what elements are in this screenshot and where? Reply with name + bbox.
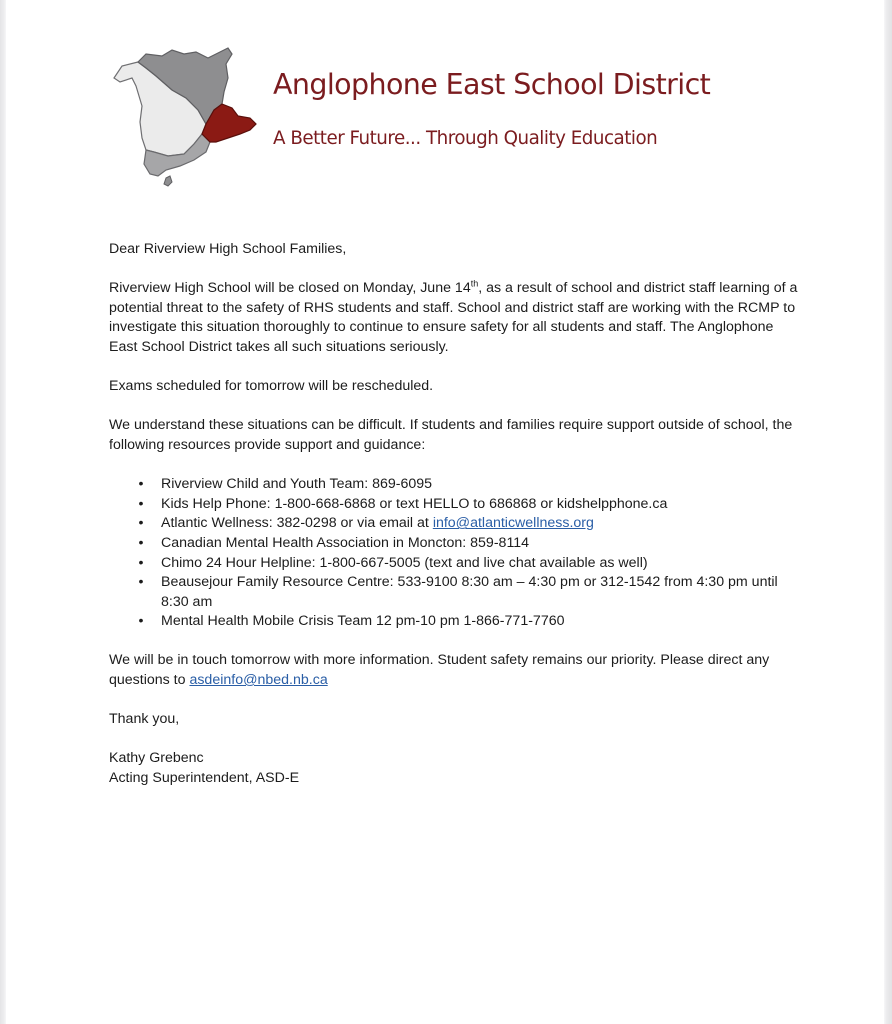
date-ordinal-suffix: th: [470, 278, 479, 289]
resource-item: [109, 612, 799, 632]
closing: Thank you,: [109, 711, 180, 728]
resource-text: Mental Health Mobile Crisis Team 12 pm-10 pm 1-866-771-7760: [161, 613, 565, 630]
signature-title: Acting Superintendent, ASD-E: [109, 770, 300, 787]
resource-text: Kids Help Phone: 1-800-668-6868 or text HELLO to 686868 or kidshelpphone.ca: [161, 495, 668, 512]
closure-text-end: , as a result of school and district staff learning of a potential threat to the safety of RHS students and staff. School and district staff are working with the RCMP to investigate this situation thoroughly to continue to ensure safety for all students and staff. The Anglophone East School District takes all such situations seriously.: [109, 280, 798, 355]
paragraph-exams: Exams scheduled for tomorrow will be rescheduled.: [109, 378, 434, 395]
paragraph-closure-notice: [109, 279, 799, 357]
closure-text-start: Riverview High School will be closed on Monday, June 14: [109, 280, 471, 297]
bullet-icon: •: [138, 476, 144, 493]
resource-item: [109, 554, 799, 574]
resource-item: [109, 475, 799, 495]
page-border-right: [884, 0, 892, 1024]
resource-text: Chimo 24 Hour Helpline: 1-800-667-5005 (text and live chat available as well): [161, 554, 648, 571]
letter-body: [109, 240, 799, 789]
follow-up-text: We will be in touch tomorrow with more information. Student safety remains our priority. Please direct any questions to: [109, 652, 770, 689]
bullet-icon: •: [138, 495, 144, 512]
resource-text: Atlantic Wellness: 382-0298 or via email at: [161, 515, 433, 532]
resource-text: Beausejour Family Resource Centre: 533-9100 8:30 am – 4:30 pm or 312-1542 from 4:30 pm until 8:30 am: [161, 574, 778, 610]
signature-name: Kathy Grebenc: [109, 750, 204, 767]
page-border-left: [0, 0, 6, 1024]
paragraph-follow-up: [109, 651, 799, 690]
paragraph-support-intro: We understand these situations can be difficult. If students and families require support outside of school, the following resources provide support and guidance:: [109, 417, 793, 453]
resource-item: [109, 534, 799, 554]
asde-info-email-link[interactable]: asdeinfo@nbed.nb.ca: [189, 672, 328, 689]
resource-item: [109, 495, 799, 515]
bullet-icon: •: [138, 515, 144, 532]
resource-text: Riverview Child and Youth Team: 869-6095: [161, 476, 433, 493]
resource-text: Canadian Mental Health Association in Moncton: 859-8114: [161, 534, 530, 551]
resources-list: [109, 475, 799, 632]
salutation: Dear Riverview High School Families,: [109, 241, 347, 257]
bullet-icon: •: [138, 534, 144, 551]
resource-item: [109, 573, 799, 612]
letterhead: [110, 46, 770, 191]
org-name: Anglophone East School District: [273, 68, 711, 101]
new-brunswick-map-logo: [110, 46, 260, 188]
bullet-icon: •: [138, 554, 144, 571]
atlantic-wellness-email-link[interactable]: info@atlanticwellness.org: [432, 515, 594, 532]
bullet-icon: •: [138, 574, 144, 591]
bullet-icon: •: [138, 613, 144, 630]
org-tagline: A Better Future... Through Quality Education: [273, 128, 658, 149]
resource-item: [109, 514, 799, 534]
map-island: [164, 176, 172, 186]
